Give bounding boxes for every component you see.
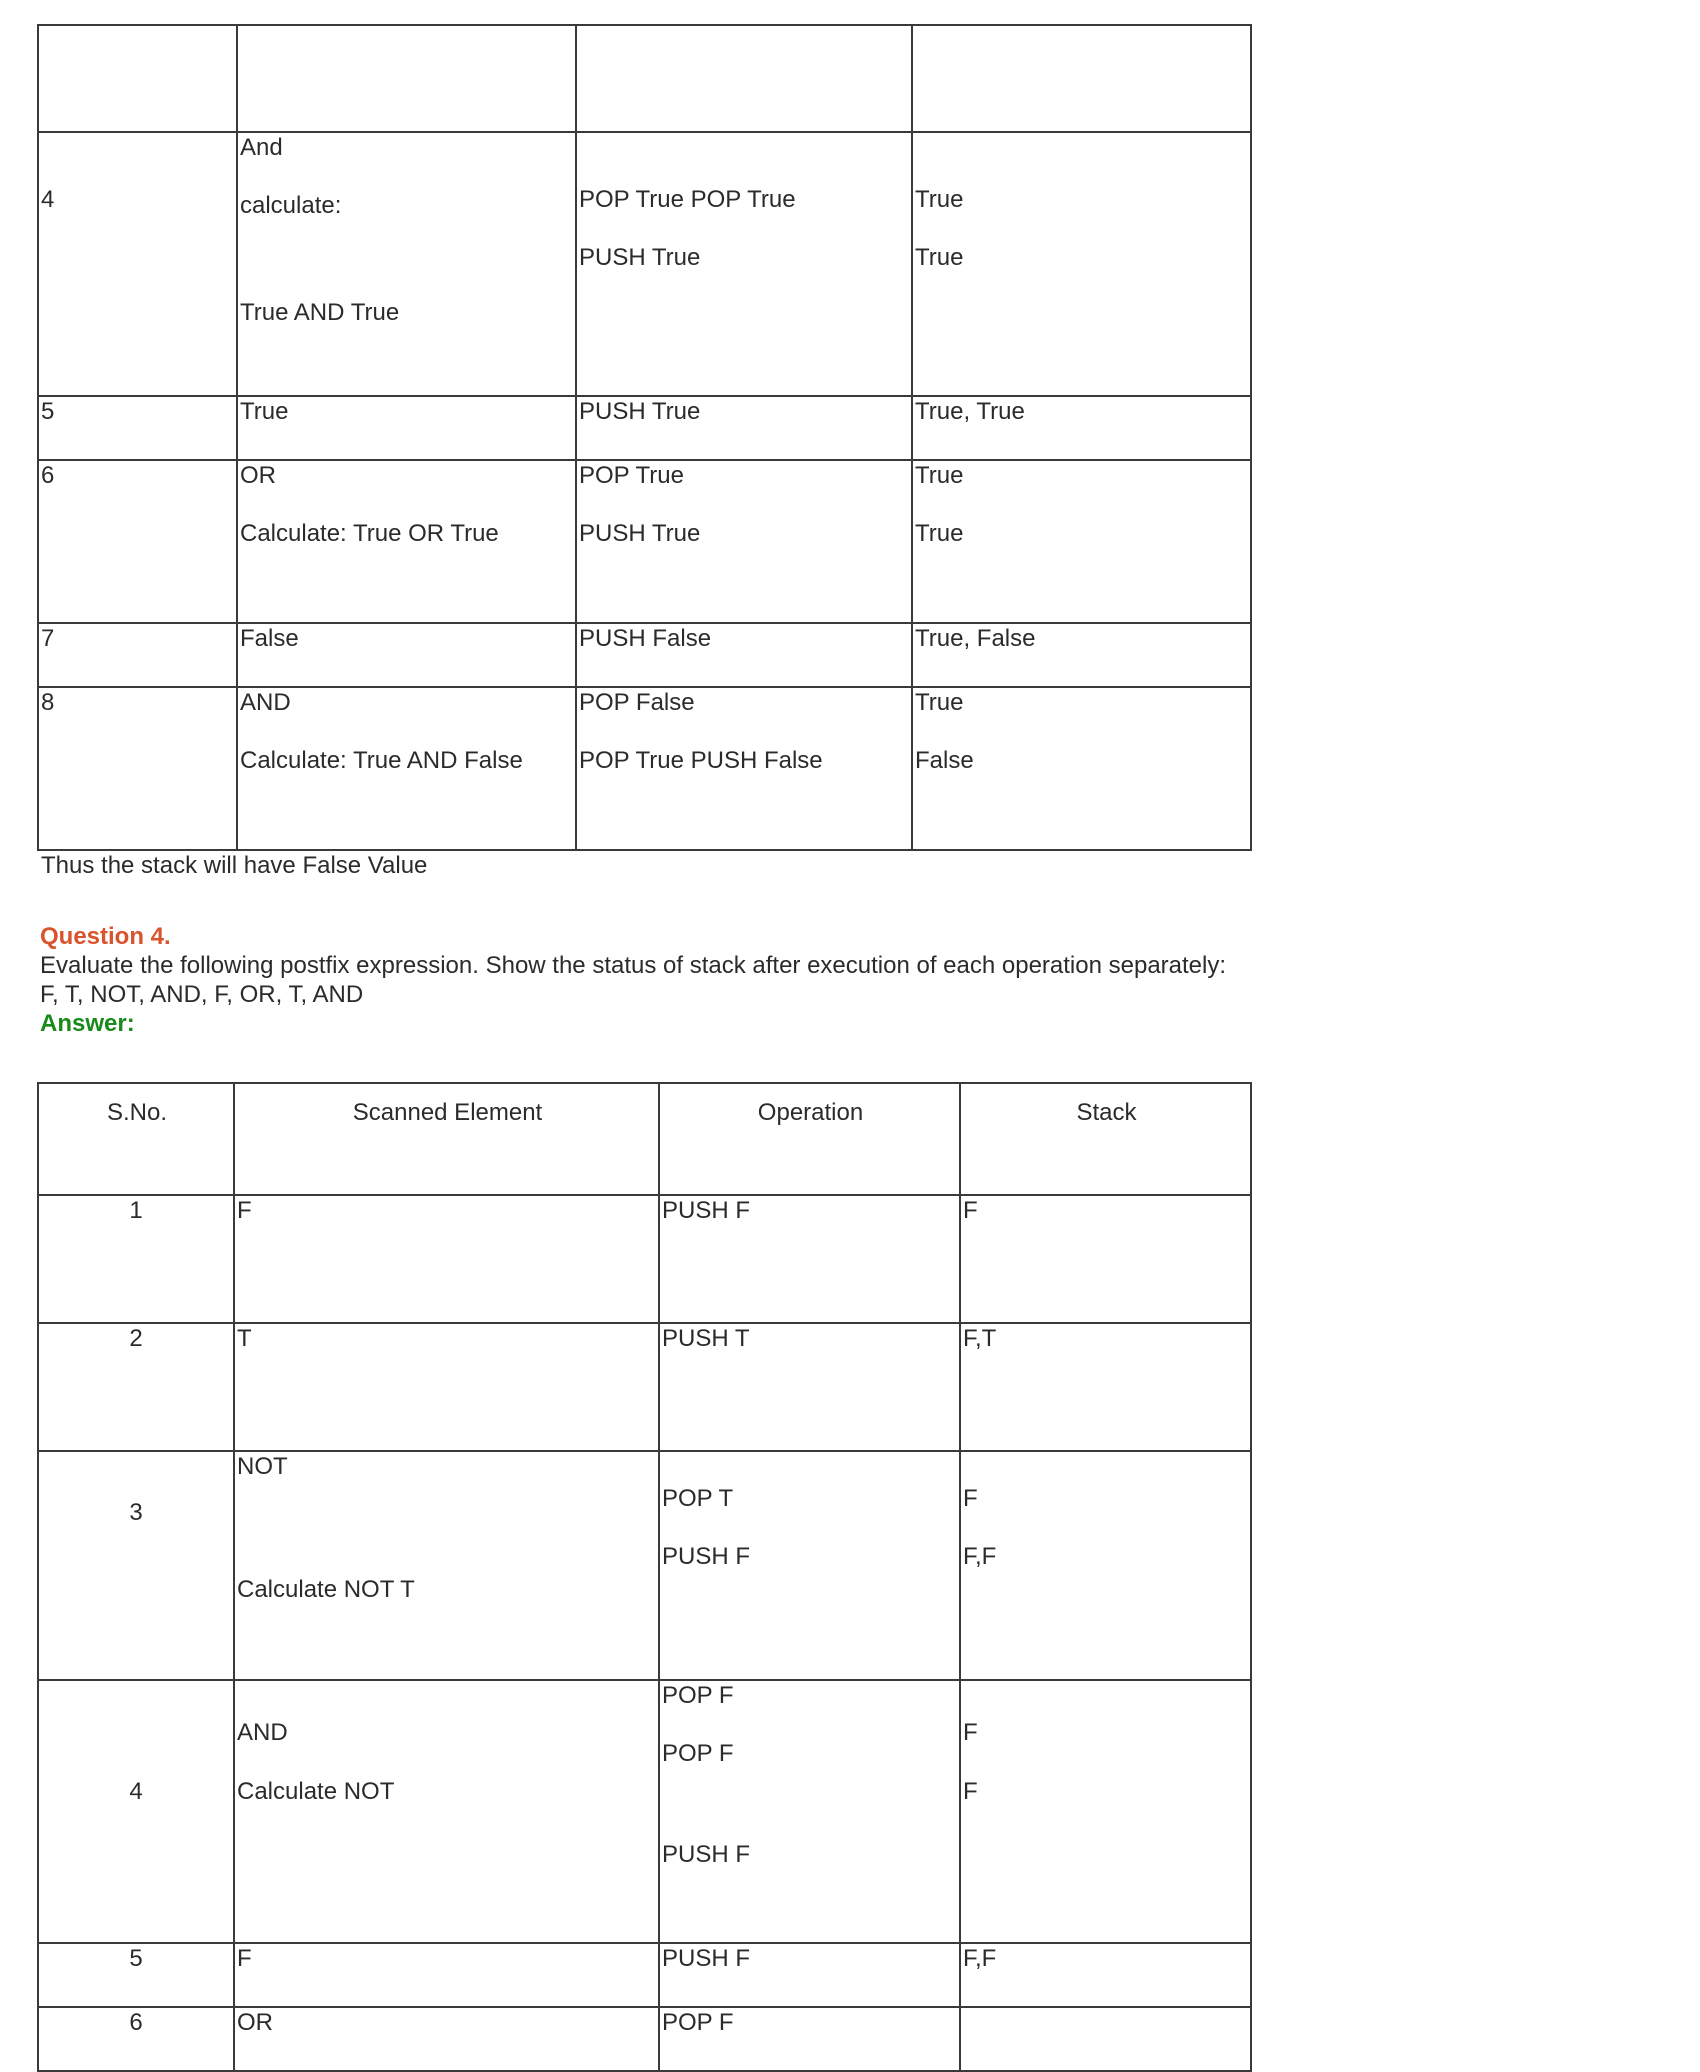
cell-text: POP F	[662, 1740, 734, 1767]
cell-text: PUSH True	[579, 398, 701, 425]
element-cell	[237, 460, 576, 623]
cell-text: POP True PUSH False	[579, 747, 823, 774]
table-row	[38, 2007, 1251, 2071]
cell-text: AND	[240, 689, 291, 716]
operation-cell	[659, 1195, 960, 1323]
cell-text: True	[915, 186, 964, 213]
operation-cell	[576, 623, 912, 687]
cell-text: False	[240, 625, 299, 652]
cell-text: 1	[129, 1197, 143, 1224]
cell-text: True, False	[915, 625, 1036, 652]
stack-cell	[960, 1680, 1251, 1943]
cell-text: PUSH T	[662, 1325, 750, 1352]
element-cell	[237, 687, 576, 850]
sno-cell	[38, 687, 237, 850]
cell-text: POP F	[662, 2009, 734, 2036]
cell-text: PUSH F	[662, 1945, 751, 1972]
operation-cell	[659, 1680, 960, 1943]
cell-text: True	[915, 689, 964, 716]
cell-text: False	[915, 747, 974, 774]
cell-text: F	[963, 1778, 978, 1805]
cell-text: OR	[240, 462, 276, 489]
cell-text: F	[963, 1485, 978, 1512]
cell-text: F,F	[963, 1543, 997, 1570]
cell-text: NOT	[237, 1453, 288, 1480]
operation-cell	[576, 25, 912, 132]
cell-text: calculate:	[240, 192, 342, 219]
cell-text: 4	[129, 1778, 143, 1805]
element-cell	[234, 2007, 659, 2071]
sno-cell	[38, 396, 237, 460]
cell-text: True AND True	[240, 299, 400, 326]
stack-evaluation-table-continued	[37, 24, 1252, 851]
table-header-row	[38, 1083, 1251, 1195]
sno-cell	[38, 1195, 234, 1323]
stack-cell	[912, 132, 1251, 396]
sno-cell	[38, 1323, 234, 1451]
cell-text: 6	[129, 2009, 143, 2036]
table-row	[38, 396, 1251, 460]
table-row	[38, 1943, 1251, 2007]
sno-cell	[38, 460, 237, 623]
question-title: Question 4.	[40, 923, 171, 950]
element-cell	[237, 25, 576, 132]
cell-text: 2	[129, 1325, 143, 1352]
element-cell	[234, 1195, 659, 1323]
cell-text: F	[963, 1197, 978, 1224]
table-row	[38, 460, 1251, 623]
header-operation: Operation	[659, 1083, 960, 1195]
operation-cell	[659, 1451, 960, 1680]
cell-text: 3	[129, 1499, 143, 1526]
sno-cell	[38, 25, 237, 132]
table-row	[38, 1323, 1251, 1451]
element-cell	[237, 396, 576, 460]
postfix-evaluation-table	[37, 1082, 1252, 2072]
cell-text: F,T	[963, 1325, 997, 1352]
cell-text: PUSH F	[662, 1841, 751, 1868]
cell-text: F	[963, 1719, 978, 1746]
cell-text: PUSH True	[579, 520, 701, 547]
stack-cell	[960, 1943, 1251, 2007]
cell-text: F,F	[963, 1945, 997, 1972]
cell-text: Calculate NOT	[237, 1778, 395, 1805]
operation-cell	[659, 1943, 960, 2007]
sno-cell	[38, 1680, 234, 1943]
table-row	[38, 1680, 1251, 1943]
cell-text: F	[237, 1945, 252, 1972]
element-cell	[234, 1680, 659, 1943]
element-cell	[237, 623, 576, 687]
cell-text: PUSH True	[579, 244, 701, 271]
cell-text: 6	[41, 462, 55, 489]
cell-text: POP F	[662, 1682, 734, 1709]
cell-text: 4	[41, 186, 55, 213]
stack-cell	[960, 1451, 1251, 1680]
cell-text: POP True POP True	[579, 186, 796, 213]
table-row	[38, 132, 1251, 396]
header-stack: Stack	[960, 1083, 1251, 1195]
conclusion-text: Thus the stack will have False Value	[41, 852, 428, 879]
sno-cell	[38, 1451, 234, 1680]
operation-cell	[659, 1323, 960, 1451]
header-sno: S.No.	[38, 1083, 234, 1195]
operation-cell	[576, 687, 912, 850]
cell-text: POP True	[579, 462, 684, 489]
sno-cell	[38, 623, 237, 687]
table-row	[38, 1451, 1251, 1680]
cell-text: True	[915, 244, 964, 271]
cell-text: True	[915, 462, 964, 489]
cell-text: POP False	[579, 689, 695, 716]
cell-text: 8	[41, 689, 55, 716]
element-cell	[237, 132, 576, 396]
answer-label: Answer:	[40, 1010, 135, 1037]
operation-cell	[576, 460, 912, 623]
cell-text: Calculate: True AND False	[240, 747, 523, 774]
operation-cell	[659, 2007, 960, 2071]
table-row	[38, 1195, 1251, 1323]
operation-cell	[576, 396, 912, 460]
postfix-expression: F, T, NOT, AND, F, OR, T, AND	[40, 981, 364, 1008]
cell-text: True, True	[915, 398, 1025, 425]
stack-cell	[960, 1195, 1251, 1323]
cell-text: 7	[41, 625, 55, 652]
stack-cell	[912, 396, 1251, 460]
stack-cell	[960, 2007, 1251, 2071]
cell-text: 5	[41, 398, 55, 425]
cell-text: 5	[129, 1945, 143, 1972]
cell-text: Calculate: True OR True	[240, 520, 499, 547]
sno-cell	[38, 2007, 234, 2071]
question-text: Evaluate the following postfix expression. Show the status of stack after execution of each operation separately:	[40, 952, 1227, 979]
cell-text: PUSH False	[579, 625, 712, 652]
cell-text: True	[240, 398, 289, 425]
sno-cell	[38, 132, 237, 396]
table-row	[38, 623, 1251, 687]
sno-cell	[38, 1943, 234, 2007]
stack-cell	[960, 1323, 1251, 1451]
cell-text: True	[915, 520, 964, 547]
table-row	[38, 25, 1251, 132]
element-cell	[234, 1323, 659, 1451]
stack-cell	[912, 460, 1251, 623]
cell-text: OR	[237, 2009, 273, 2036]
cell-text: POP T	[662, 1485, 734, 1512]
stack-cell	[912, 687, 1251, 850]
header-scanned-element: Scanned Element	[234, 1083, 659, 1195]
table-row	[38, 687, 1251, 850]
cell-text: AND	[237, 1719, 288, 1746]
cell-text: PUSH F	[662, 1197, 751, 1224]
cell-text: F	[237, 1197, 252, 1224]
element-cell	[234, 1451, 659, 1680]
cell-text: T	[237, 1325, 252, 1352]
cell-text: Calculate NOT T	[237, 1576, 415, 1603]
cell-text: And	[240, 134, 283, 161]
stack-cell	[912, 25, 1251, 132]
element-cell	[234, 1943, 659, 2007]
stack-cell	[912, 623, 1251, 687]
cell-text: PUSH F	[662, 1543, 751, 1570]
operation-cell	[576, 132, 912, 396]
